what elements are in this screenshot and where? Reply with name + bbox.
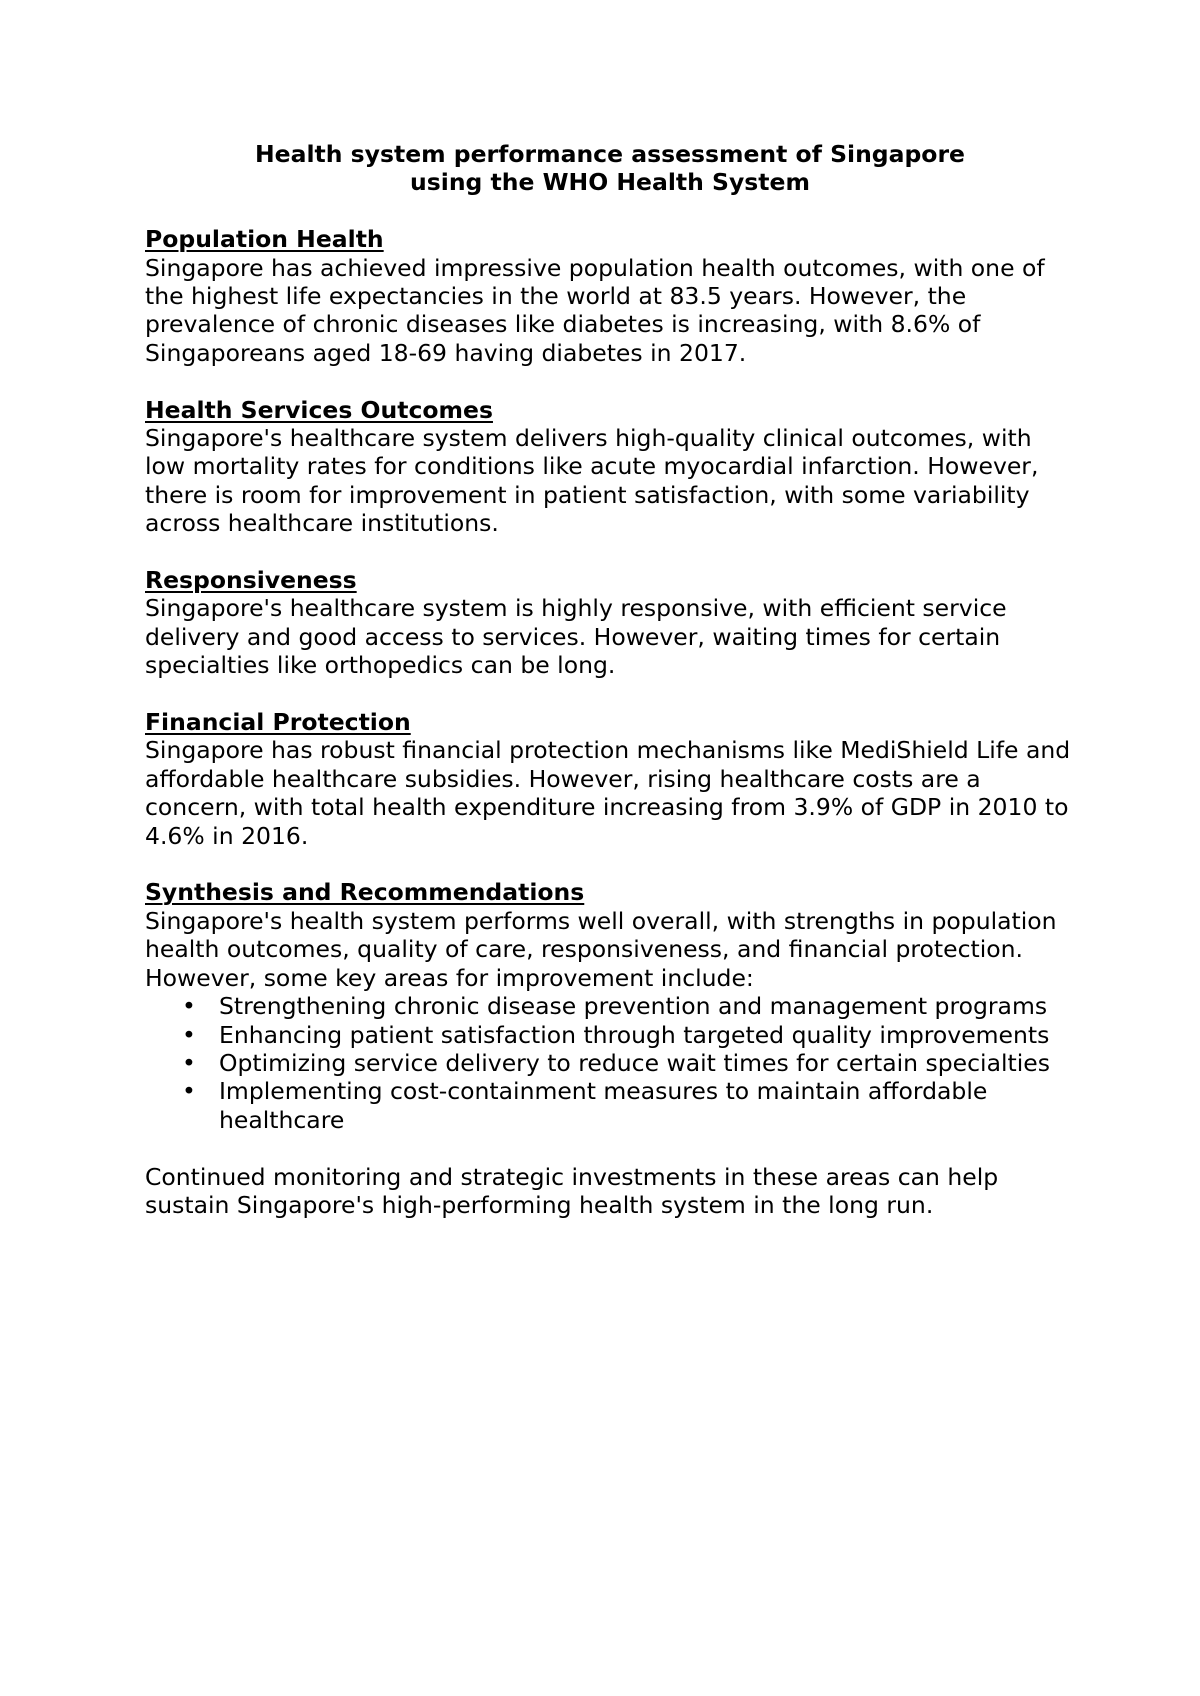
section-financial-protection <box>145 708 1075 850</box>
section-health-services-outcomes <box>145 396 1075 538</box>
bullet-icon: • <box>182 1077 196 1106</box>
list-item <box>182 992 1075 1021</box>
recommendations-list <box>145 992 1075 1134</box>
title-line-1: Health system performance assessment of Singapore <box>255 140 965 168</box>
section-body: Singapore's health system performs well overall, with strengths in population health outcomes, quality of care, responsiveness, and financial protection. However, some key areas for improvement include: <box>145 906 1057 992</box>
section-population-health <box>145 225 1075 367</box>
list-item-text: Strengthening chronic disease prevention and management programs <box>219 992 1048 1021</box>
section-responsiveness <box>145 566 1075 680</box>
section-heading: Synthesis and Recommendations <box>145 878 585 907</box>
bullet-icon: • <box>182 1048 196 1077</box>
list-item-text: Implementing cost-containment measures to maintain affordable healthcare <box>219 1077 988 1134</box>
list-item <box>182 1048 1075 1077</box>
section-heading: Population Health <box>145 225 384 254</box>
list-item <box>182 1020 1075 1049</box>
document-title <box>145 140 1075 197</box>
list-item <box>182 1077 1075 1134</box>
section-body: Singapore has robust financial protection mechanisms like MediShield Life and affordable healthcare subsidies. However, rising healthcare costs are a concern, with total health expenditure increasing from 3.9% of GDP in 2010 to 4.6% in 2016. <box>145 736 1071 850</box>
section-body: Singapore has achieved impressive population health outcomes, with one of the highest life expectancies in the world at 83.5 years. However, the prevalence of chronic diseases like diabetes is increasing, with 8.6% of Singaporeans aged 18-69 having diabetes in 2017. <box>145 253 1045 367</box>
closing-paragraph: Continued monitoring and strategic investments in these areas can help sustain Singapore's high-performing health system in the long run. <box>145 1162 999 1219</box>
bullet-icon: • <box>182 992 196 1021</box>
list-item-text: Optimizing service delivery to reduce wait times for certain specialties <box>219 1048 1050 1077</box>
section-heading: Financial Protection <box>145 708 411 737</box>
section-heading: Health Services Outcomes <box>145 395 493 424</box>
bullet-icon: • <box>182 1020 196 1049</box>
list-item-text: Enhancing patient satisfaction through targeted quality improvements <box>219 1020 1050 1049</box>
section-synthesis-recommendations <box>145 878 1075 1134</box>
section-body: Singapore's healthcare system delivers high-quality clinical outcomes, with low mortality rates for conditions like acute myocardial infarction. However, there is room for improvement in patient satisfaction, with some variability across healthcare institutions. <box>145 424 1039 538</box>
title-line-2: using the WHO Health System <box>410 168 810 197</box>
section-body: Singapore's healthcare system is highly responsive, with efficient service delivery and good access to services. However, waiting times for certain specialties like orthopedics can be long. <box>145 594 1007 680</box>
document-page <box>145 140 1075 1219</box>
section-heading: Responsiveness <box>145 566 357 595</box>
